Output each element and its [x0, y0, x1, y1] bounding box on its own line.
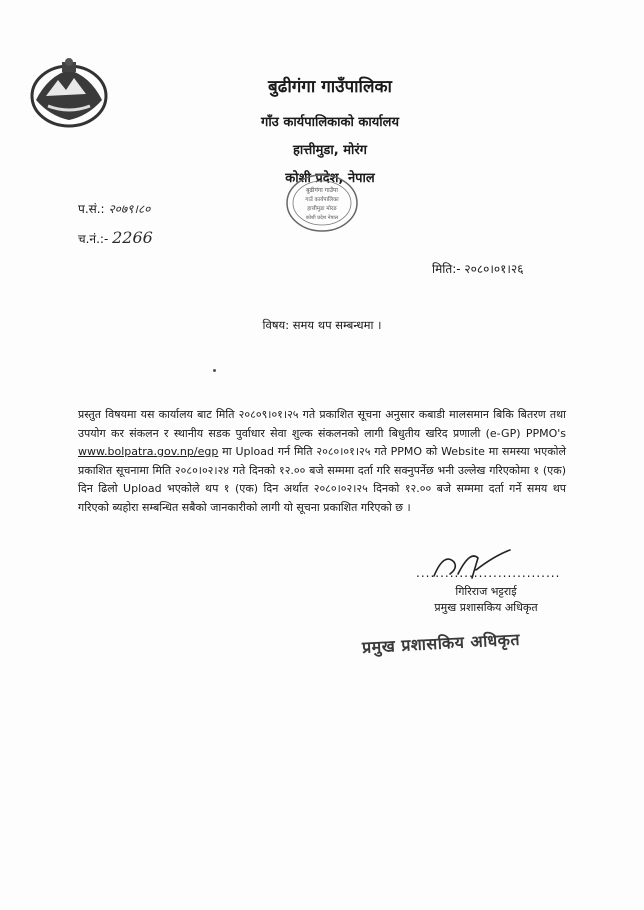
dispatch-label: च.नं.:-	[78, 232, 109, 246]
office-address: हात्तीमुडा, मोरंग	[293, 143, 367, 158]
office-stamp	[283, 170, 361, 236]
scan-speck	[213, 369, 216, 372]
stamp-line: गाउँ कार्यपालिका	[305, 197, 339, 203]
dispatch-value: 2266	[112, 228, 153, 247]
designation-seal: प्रमुख प्रशासकिय अधिकृत	[361, 629, 521, 657]
letter-subject: विषय: समय थप सम्बन्धमा ।	[262, 318, 382, 332]
signatory-title: प्रमुख प्रशासकिय अधिकृत	[434, 601, 538, 614]
body-part-2: मा Upload गर्न मिति २०८०।०१।२५ गते PPMO को Website मा समस्या भएकोले प्रकाशित सूचनामा मिति २०८०।०२।२४ गते दिनको १२.०० बजे सम्ममा दर्ता गरि सक्नुपर्नेछ भनी उल्लेख गरिएकोमा १ (एक) दिन ढिलो Upload भएकोले थप १ (एक) दिन अर्थात २०८०।०२।२५ दिनको १२.०० बजे सम्ममा दर्ता गर्ने समय थप गरिएको ब्यहोरा सम्बन्धित सबैको जानकारीको लागी यो सूचना प्रकाशित गरिएको छ ।	[78, 445, 566, 514]
office-name: गाँउ कार्यपालिकाको कार्यालय	[261, 115, 399, 130]
reference-label: प.सं.:	[78, 202, 105, 216]
stamp-line: हात्तीमुडा मोरङ	[307, 206, 337, 212]
reference-value: २०७९।८०	[108, 202, 151, 216]
body-part-1: प्रस्तुत विषयमा यस कार्यालय बाट मिति २०८०९।०१।२५ गते प्रकाशित सूचना अनुसार कबाडी मालसमान बिकि बितरण तथा उपयोग कर संकलन र स्थानीय सडक पुर्वाधार सेवा शुल्क संकलनको लागी बिधुतीय खरिद प्रणाली (e-GP) PPMO's	[78, 408, 566, 440]
office-province: कोशी प्रदेश, नेपाल	[285, 171, 375, 186]
dispatch-number	[78, 228, 153, 247]
stamp-line: बुढीगंगा गाउँपा	[306, 187, 338, 194]
reference-number	[78, 200, 150, 217]
egp-portal-link[interactable]: www.bolpatra.gov.np/egp	[78, 445, 219, 459]
signatory-name: गिरिराज भट्टराई	[455, 585, 517, 598]
stamp-line: कोशी प्रदेश नेपाल	[305, 215, 339, 221]
letter-body	[78, 406, 566, 518]
nepal-government-emblem	[28, 56, 110, 132]
letter-date: मिति:- २०८०।०१।२६	[432, 262, 524, 276]
signature-line: ..............................	[416, 566, 561, 580]
municipality-name: बुढीगंगा गाउँपालिका	[268, 77, 392, 97]
